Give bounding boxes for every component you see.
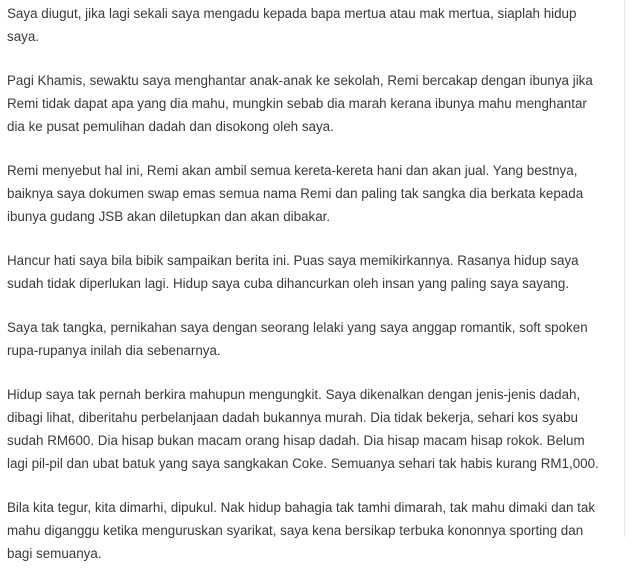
paragraph-3: Remi menyebut hal ini, Remi akan ambil semua kereta-kereta hani dan akan jual. Yang bestnya, baiknya saya dokumen swap emas semua nama Remi dan paling tak sangka dia berkata kepada ibunya gudang JSB akan diletupkan dan akan dibakar.	[7, 163, 584, 224]
paragraph-4: Hancur hati saya bila bibik sampaikan berita ini. Puas saya memikirkannya. Rasanya hidup saya sudah tidak diperlukan lagi. Hidup saya cuba dihancurkan oleh insan yang paling saya sayang.	[7, 253, 579, 291]
article-body	[7, 2, 607, 586]
paragraph-2: Pagi Khamis, sewaktu saya menghantar anak-anak ke sekolah, Remi bercakap dengan ibunya jika Remi tidak dapat apa yang dia mahu, mungkin sebab dia marah kerana ibunya mahu menghantar dia ke pusat pemulihan dadah dan disokong oleh saya.	[7, 73, 593, 134]
paragraph-7: Bila kita tegur, kita dimarhi, dipukul. Nak hidup bahagia tak tamhi dimarah, tak mahu dimaki dan tak mahu diganggu ketika menguruskan syarikat, saya kena bersikap terbuka kononnya sporting dan bagi semuanya.	[7, 500, 596, 561]
paragraph-6: Hidup saya tak pernah berkira mahupun mengungkit. Saya dikenalkan dengan jenis-jenis dadah, dibagi lihat, diberitahu perbelanjaan dadah bukannya murah. Dia tidak bekerja, sehari kos syabu sudah RM600. Dia hisap bukan macam orang hisap dadah. Dia hisap macam hisap rokok. Belum lagi pil-pil dan ubat batuk yang saya sangkakan Coke. Semuanya sehari tak habis kurang RM1,000.	[7, 387, 599, 471]
paragraph-5: Saya tak tangka, pernikahan saya dengan seorang lelaki yang saya anggap romantik, soft spoken rupa-rupanya inilah dia sebenarnya.	[7, 320, 588, 358]
paragraph-1: Saya diugut, jika lagi sekali saya mengadu kepada bapa mertua atau mak mertua, siaplah hidup saya.	[7, 6, 577, 44]
column-divider	[624, 0, 625, 537]
